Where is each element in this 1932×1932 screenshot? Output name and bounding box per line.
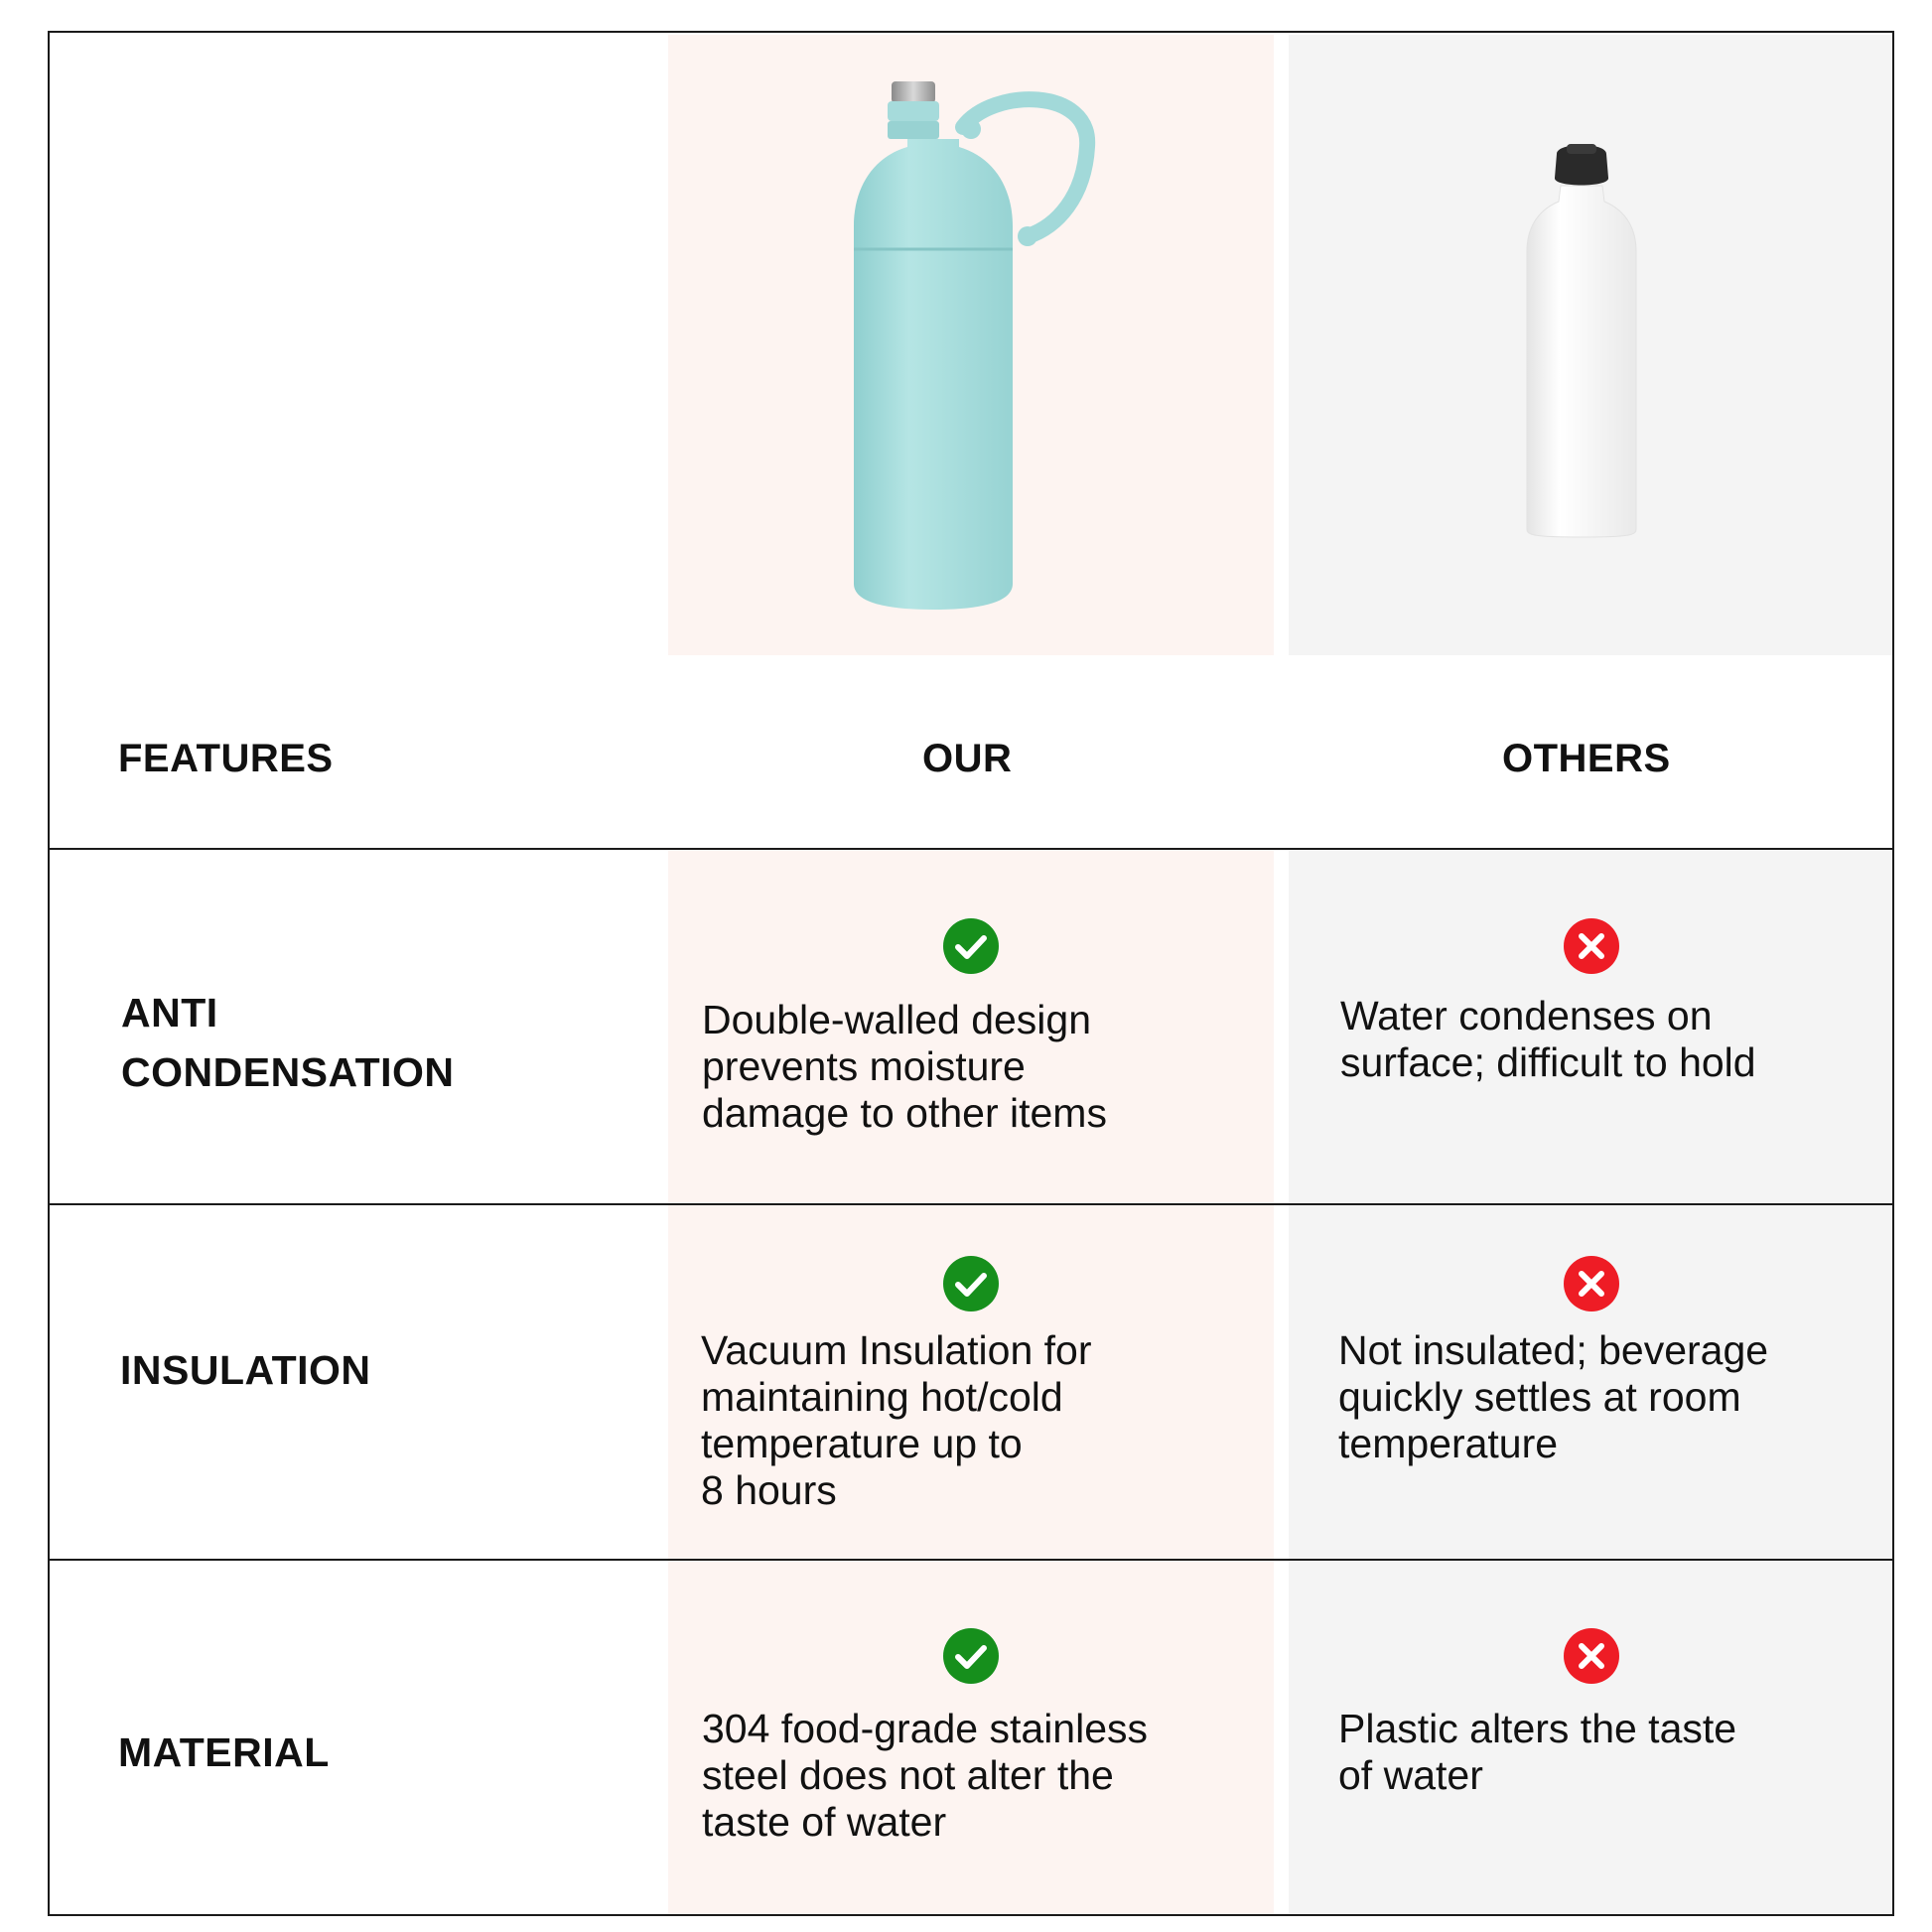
our-bottle-image	[844, 77, 1102, 614]
others-bottle-image	[1519, 142, 1648, 539]
others-description: Not insulated; beverage quickly settles at room temperature	[1338, 1327, 1769, 1466]
header-our: OUR	[922, 737, 1013, 780]
our-description: 304 food-grade stainless steel does not alter the taste of water	[702, 1706, 1149, 1845]
others-description: Water condenses on surface; difficult to hold	[1340, 993, 1756, 1085]
x-circle-icon	[1564, 918, 1619, 974]
feature-material: MATERIAL	[118, 1729, 330, 1775]
row-divider	[48, 848, 1894, 850]
our-description: Double-walled design prevents moisture damage to other items	[702, 997, 1107, 1136]
x-circle-icon	[1564, 1256, 1619, 1311]
check-circle-icon	[943, 918, 999, 974]
x-circle-icon	[1564, 1628, 1619, 1684]
header-features: FEATURES	[118, 737, 334, 780]
check-circle-icon	[943, 1256, 999, 1311]
row-divider	[48, 1203, 1894, 1205]
feature-anti-condensation: ANTI CONDENSATION	[121, 990, 455, 1095]
row-divider	[48, 1559, 1894, 1561]
header-others: OTHERS	[1502, 737, 1671, 780]
our-description: Vacuum Insulation for maintaining hot/cold temperature up to 8 hours	[701, 1327, 1092, 1513]
feature-insulation: INSULATION	[120, 1347, 371, 1393]
check-circle-icon	[943, 1628, 999, 1684]
others-description: Plastic alters the taste of water	[1338, 1706, 1737, 1798]
